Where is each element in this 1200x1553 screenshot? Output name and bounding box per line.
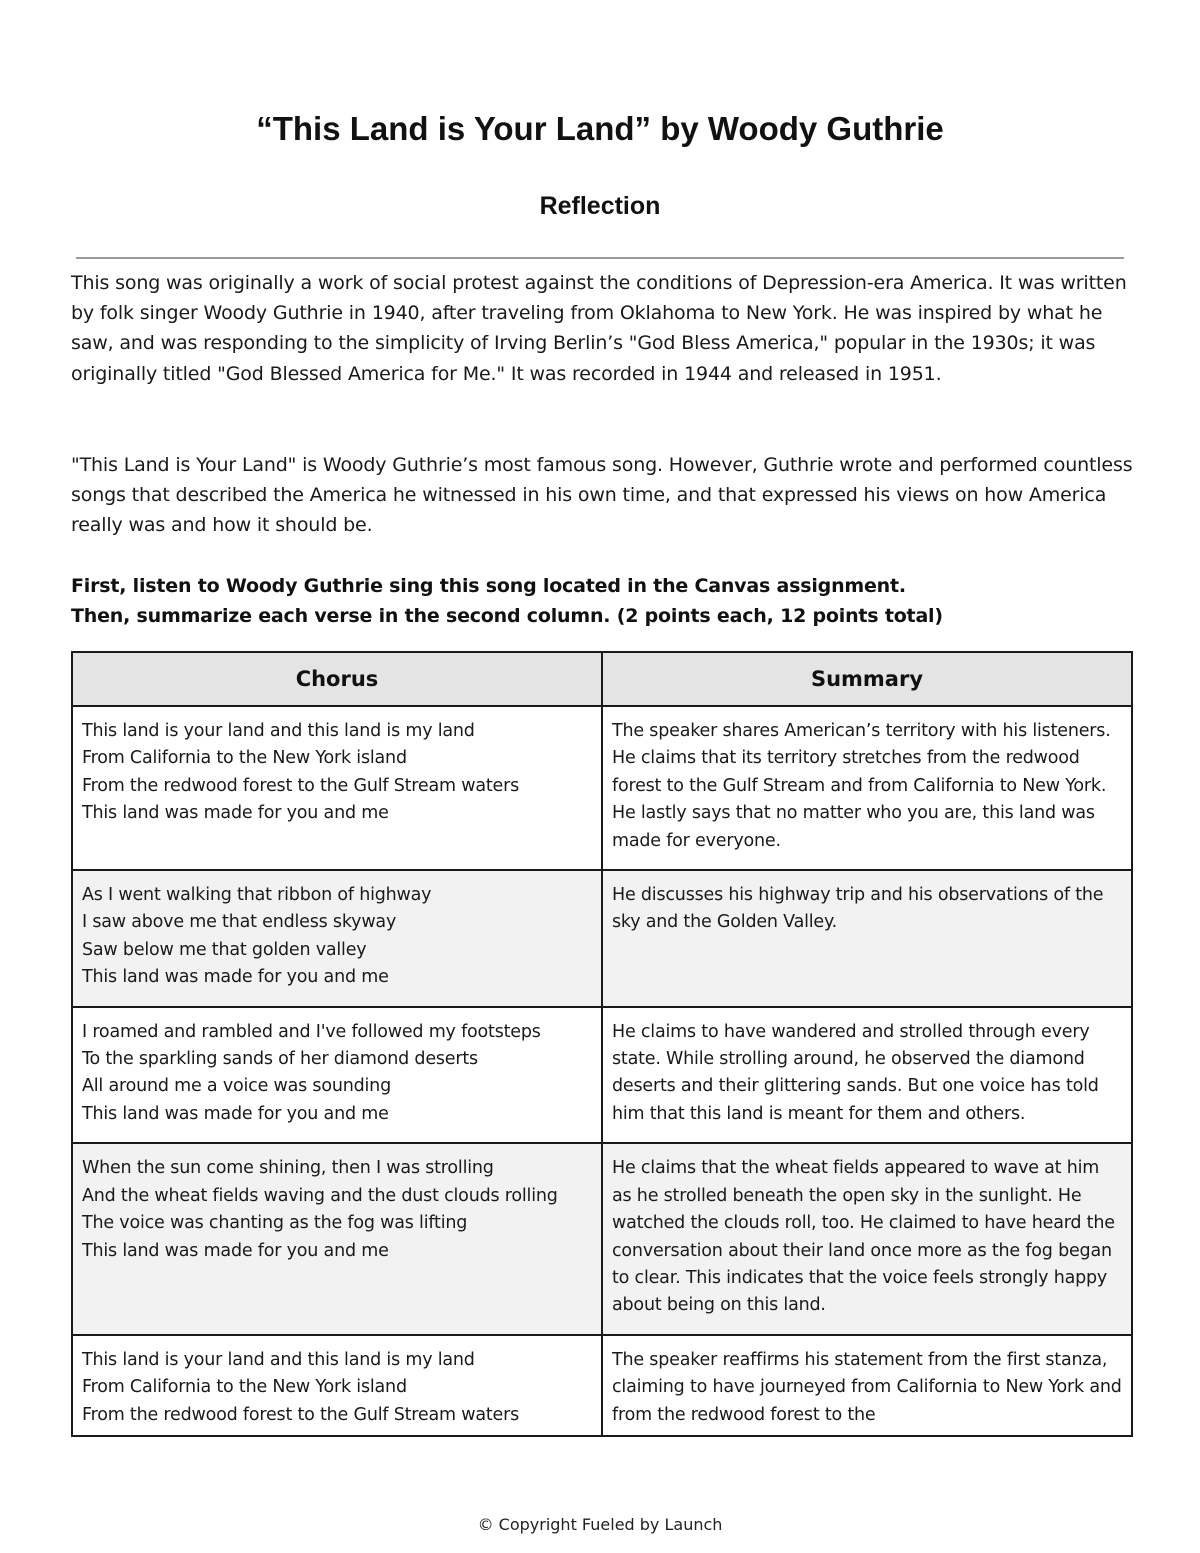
page-title: “This Land is Your Land” by Woody Guthrie bbox=[256, 110, 944, 147]
lyric-line: This land is your land and this land is my land bbox=[82, 721, 475, 741]
lyric-line: This land was made for you and me bbox=[82, 967, 389, 988]
lyric-line: The voice was chanting as the fog was lifting bbox=[82, 1213, 468, 1234]
summary-cell[interactable]: The speaker reaffirms his statement from the first stanza, claiming to have journeyed from California to New York and from the redwood forest to the bbox=[602, 1335, 1132, 1436]
lyrics-cell bbox=[72, 1143, 602, 1334]
lyric-line: I saw above me that endless skyway bbox=[82, 912, 397, 933]
instructions bbox=[71, 571, 1151, 631]
intro-paragraph-1-text: This song was originally a work of social protest against the conditions of Depression-era America. It was written by folk singer Woody Guthrie in 1940, after traveling from Oklahoma to New York. He was inspired by what he saw, and was responding to the simplicity of Irving Berlin’s "God Bless America," popular in the 1930s; it was originally titled "God Blessed America for Me." It was recorded in 1944 and released in 1951. bbox=[71, 272, 1127, 385]
page-subtitle: Reflection bbox=[539, 192, 661, 220]
lyric-line: From California to the New York island bbox=[82, 748, 407, 769]
column-header-summary: Summary bbox=[602, 652, 1132, 706]
column-header-chorus: Chorus bbox=[72, 652, 602, 706]
lyric-line: From the redwood forest to the Gulf Stream waters bbox=[82, 1404, 519, 1425]
lyrics-cell bbox=[72, 870, 602, 1007]
verse-summary-table bbox=[71, 651, 1133, 1437]
table-row bbox=[72, 1335, 1132, 1436]
table-header-row bbox=[72, 652, 1132, 706]
lyric-line: This land was made for you and me bbox=[82, 1240, 389, 1261]
lyric-line: And the wheat fields waving and the dust clouds rolling bbox=[82, 1185, 558, 1206]
summary-cell[interactable]: He discusses his highway trip and his observations of the sky and the Golden Valley. bbox=[602, 870, 1132, 1007]
lyric-line: I roamed and rambled and I've followed my footsteps bbox=[82, 1021, 541, 1042]
lyric-line: This land is your land and this land is my land bbox=[82, 1349, 475, 1370]
lyrics-cell bbox=[72, 706, 602, 870]
copyright-footer: © Copyright Fueled by Launch bbox=[477, 1515, 723, 1534]
lyric-line: This land was made for you and me bbox=[82, 803, 389, 824]
table-row bbox=[72, 706, 1132, 870]
lyric-line: From California to the New York island bbox=[82, 1377, 407, 1398]
intro-paragraph-1 bbox=[71, 268, 1141, 389]
lyric-line: When the sun come shining, then I was strolling bbox=[82, 1158, 494, 1179]
divider bbox=[76, 257, 1124, 259]
lyrics-cell bbox=[72, 1007, 602, 1144]
instructions-line-2: Then, summarize each verse in the second column. (2 points each, 12 points total) bbox=[71, 605, 943, 628]
summary-cell[interactable]: He claims that the wheat fields appeared to wave at him as he strolled beneath the open sky in the sunlight. He watched the clouds roll, too. He claimed to have heard the conversation about their land once more as the fog began to clear. This indicates that the voice feels strongly happy about being on this land. bbox=[602, 1143, 1132, 1334]
lyric-line: From the redwood forest to the Gulf Stream waters bbox=[82, 775, 519, 796]
lyric-line: Saw below me that golden valley bbox=[82, 939, 367, 960]
table-row bbox=[72, 1143, 1132, 1334]
lyric-line: This land was made for you and me bbox=[82, 1103, 389, 1124]
lyric-line: To the sparkling sands of her diamond deserts bbox=[82, 1049, 478, 1070]
instructions-line-1: First, listen to Woody Guthrie sing this song located in the Canvas assignment. bbox=[71, 575, 906, 597]
table-row bbox=[72, 1007, 1132, 1144]
intro-paragraph-2 bbox=[71, 450, 1141, 541]
intro-paragraph-2-text: "This Land is Your Land" is Woody Guthrie’s most famous song. However, Guthrie wrote and performed countless songs that described the America he witnessed in his own time, and that expressed his views on how America really was and how it should be. bbox=[71, 454, 1133, 537]
lyrics-cell bbox=[72, 1335, 602, 1436]
summary-cell[interactable]: The speaker shares American’s territory with his listeners. He claims that its territory stretches from the redwood forest to the Gulf Stream and from California to New York. He lastly says that no matter who you are, this land was made for everyone. bbox=[602, 706, 1132, 870]
lyric-line: All around me a voice was sounding bbox=[82, 1076, 391, 1097]
summary-cell[interactable]: He claims to have wandered and strolled through every state. While strolling around, he observed the diamond deserts and their glittering sands. But one voice has told him that this land is meant for them and others. bbox=[602, 1007, 1132, 1144]
lyric-line: As I went walking that ribbon of highway bbox=[82, 885, 432, 906]
table-row bbox=[72, 870, 1132, 1007]
